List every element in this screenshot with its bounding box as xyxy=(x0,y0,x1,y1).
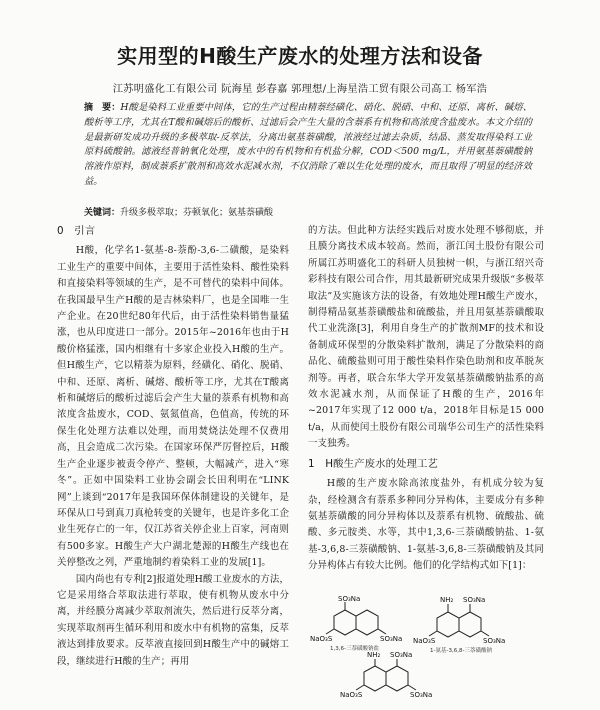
abstract-label: 摘 要： xyxy=(84,103,121,113)
left-column xyxy=(57,223,289,670)
intro-paragraph-2: 国内尚也有专利[2]报道处理H酸工业废水的方法，它是采用络合萃取法进行萃取，使有机物从废水中分离，并经膜分离减少萃取剂流失，然后进行反萃分离，实现萃取剂再生循环利用和废水中有机物的富集，反萃液达到排放要求。反萃液直接回到H酸生产中的碱熔工段，继续进行H酸的生产；再用 xyxy=(57,573,289,667)
group-label: NaO₃S xyxy=(340,691,363,699)
naphthalene-ring xyxy=(386,666,408,691)
group-label: SO₃Na xyxy=(410,691,433,699)
naphthalene-ring xyxy=(437,612,459,637)
intro-paragraph-1: H酸，化学名1-氨基-8-萘酚-3,6-二磺酸，是染料工业生产的重要中间体，主要用于活性染料、酸性染料和直接染料等领域的生产，是不可替代的染料中间体。在我国最早生产H酸的是吉林染料厂，也是全国唯一生产企业。在20世纪80年代后，由于活性染料销售量猛涨，也从印度进口一部分。2015年~2016年也由于H酸价格猛涨，国内相继有十多家企业投入H酸的生产。但H酸生产，它以精萘为原料，经磺化、硝化、脱硝、中和、还原、离析、碱熔、酸析等工序，尤其在T酸离析和碱熔后的酸析过滤后会产生大量的萘系有机物和高浓度含盐废水，COD、氨氮值高，色值高，传统的环保生化处理方法难以处理，而用焚烧法处理不仅费用高，且会造成二次污染。在国家环保严厉督控后，H酸生产企业逐步被责令停产、整顿，大幅减产，进入“寒冬”。正如中国染料工业协会副会长田利明在“LINK网”上谈到“2017年是我国环保体制建设的关键年，是环保从口号到真刀真枪转变的关键年，也是许多化工企业生死存亡的一年，仅江苏省关停企业上百家，河南则有500多家。H酸生产大户湖北楚源的H酸生产线也在关停整改之列，严重地制约着染料工业的发展[1]。 xyxy=(57,245,289,569)
intro-paragraph-3: 的方法。但此种方法经实践后对废水处理不够彻底，并且膜分离技术成本较高。然而，浙江闰土股份有限公司所属江苏明盛化工的科研人员独树一帜，与浙江绍兴奇彩科技有限公司合作，用其最新研究成果升级版“多极萃取法”及实施该方法的设备，有效地处理H酸生产废水，制得精品氨基萘磺酸盐和硫酸盐，并且用氨基萘磺酸取代工业洗涤[3]，利用自身生产的扩散剂MF的技术和设备制成环保型的分散染料扩散剂，满足了分散染料的商品化、硫酸盐则可用于酸性染料作染色助剂和皮革脱灰剂等。再者，联合东华大学开发氨基萘磺酸钠盐系的高效水泥减水剂，从而保证了H酸的生产，2016年~2017年实现了12 000 t/a，2018年目标是15 000 t/a，从而使闰土股份有限公司瑞华公司生产的活性染料一支独秀。 xyxy=(308,225,544,450)
group-label: SO₃Na xyxy=(390,651,413,659)
keywords-label: 关键词： xyxy=(84,208,121,218)
structure-caption-1: 1,3,6-三萘磺酸钠盐 xyxy=(330,646,379,652)
keywords xyxy=(84,206,532,220)
group-label: SO₃Na xyxy=(463,596,486,604)
naphthalene-ring xyxy=(459,612,481,637)
structure-caption-2: 1-氨基-3,6,8-三萘磺酸钠 xyxy=(430,648,492,654)
keywords-text: 升级多极萃取；芬顿氧化；氨基萘磺酸 xyxy=(120,208,274,218)
process-paragraph-1: H酸的生产废水除高浓度盐外，有机成分较为复杂，经检测含有萘系多种同分异构体，主要成分有多种氨基萘磺酸的同分异构体以及萘系有机物、硫酸盐、硫酸、多元胺类、水等，其中1,3,6-三萘磺酸钠盐、1-氨基-3,6,8-三萘磺酸钠、1-氨基-3,6,8-三萘磺酸钠及其同分异构体占有较大比例。他们的化学结构式如下[1]： xyxy=(308,478,544,572)
group-label: SO₃Na xyxy=(483,637,506,645)
naphthalene-ring xyxy=(364,666,386,691)
abstract xyxy=(84,101,532,190)
group-label: NH₂ xyxy=(367,651,381,659)
abstract-text: H酸是染料工业重要中间体，它的生产过程由精萘经磺化、硝化、脱硝、中和、还原、离析、碱熔、酸析等工序，尤其在T酸和碱熔后的酸析、过滤后会产生大量的含萘系有机物和高浓度含盐废水。本文介绍的是最新研发成功升级的多极萃取-反萃法，分离出氨基萘磺酸，浓液经过滤去杂质，结晶、蒸发取得染料工业原料硫酸钠。滤液经普钠氧化处理，废水中的有机物和有机盐分解，COD＜500 mg/L，并用氨基萘磺酸钠溶液作原料，制成萘系扩散剂和高效水泥减水剂，不仅消除了难以生化处理的废水，而且取得了明显的经济效益。 xyxy=(84,102,532,187)
naphthalene-ring xyxy=(356,610,378,635)
chemical-structures-svg xyxy=(310,592,550,706)
author-line: 江苏明盛化工有限公司 阮海星 彭春嘉 郭理想/上海星浩工贸有限公司高工 杨军浩 xyxy=(112,84,488,95)
chemical-structures-figure xyxy=(310,592,550,706)
section-heading-process: 1 H酸生产废水的处理工艺 xyxy=(308,457,439,470)
section-heading-intro: 0 引言 xyxy=(57,225,96,237)
naphthalene-ring xyxy=(334,610,356,635)
group-label: NaO₃S xyxy=(310,635,333,643)
group-label: NaO₃S xyxy=(413,637,436,645)
group-label: SO₃Na xyxy=(338,595,361,603)
right-column xyxy=(308,223,544,575)
paper-title: 实用型的H酸生产废水的处理方法和设备 xyxy=(117,44,483,68)
group-label: NH₂ xyxy=(440,596,454,604)
group-label: SO₃Na xyxy=(380,635,403,643)
